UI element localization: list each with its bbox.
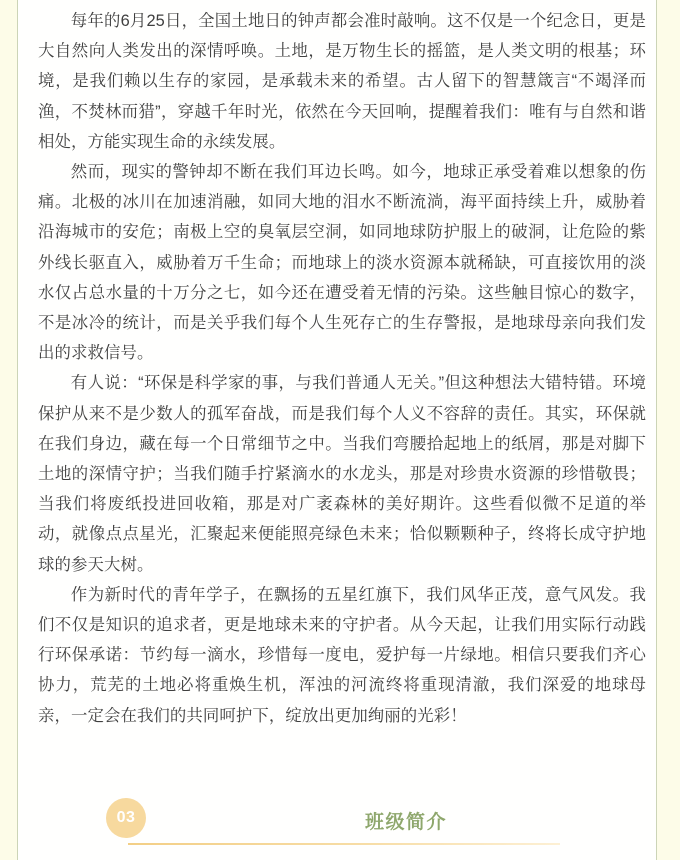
paragraph: 有人说：“环保是科学家的事，与我们普通人无关。”但这种想法大错特错。环境保护从来不是少数人的孤军奋战，而是我们每个人义不容辞的责任。其实，环保就在我们身边，藏在每一个日常细节之中。当我们弯腰拾起地上的纸屑，那是对脚下土地的深情守护；当我们随手拧紧滴水的水龙头，那是对珍贵水资源的珍惜敬畏；当我们将废纸投进回收箱，那是对广袤森林的美好期许。这些看似微不足道的举动，就像点点星光，汇聚起来便能照亮绿色未来；恰似颗颗种子，终将长成守护地球的参天大树。 — [38, 374, 646, 574]
paragraph: 每年的6月25日，全国土地日的钟声都会准时敲响。这不仅是一个纪念日，更是大自然向人类发出的深情呼唤。土地，是万物生长的摇篮，是人类文明的根基；环境，是我们赖以生存的家园，是承载未来的希望。古人留下的智慧箴言“不竭泽而渔，不焚林而猎”，穿越千年时光，依然在今天回响，提醒着我们：唯有与自然和谐相处，方能实现生命的永续发展。 — [38, 12, 646, 151]
section-number-badge: 03 — [106, 798, 146, 838]
section-header — [56, 798, 636, 860]
paragraph: 作为新时代的青年学子，在飘扬的五星红旗下，我们风华正茂，意气风发。我们不仅是知识的追求者，更是地球未来的守护者。从今天起，让我们用实际行动践行环保承诺：节约每一滴水，珍惜每一度电，爱护每一片绿地。相信只要我们齐心协力，荒芜的土地必将重焕生机，浑浊的河流终将重现清澈，我们深爱的地球母亲，一定会在我们的共同呵护下，绽放出更加绚丽的光彩！ — [38, 585, 646, 725]
article-body — [38, 0, 646, 731]
section-title: 班级简介 — [364, 812, 447, 833]
paragraph: 然而，现实的警钟却不断在我们耳边长鸣。如今，地球正承受着难以想象的伤痛。北极的冰川在加速消融，如同大地的泪水不断流淌，海平面持续上升，威胁着沿海城市的安危；南极上空的臭氧层空洞，如同地球防护服上的破洞，让危险的紫外线长驱直入，威胁着万千生命；而地球上的淡水资源本就稀缺，可直接饮用的淡水仅占总水量的十万分之七，如今还在遭受着无情的污染。这些触目惊心的数字，不是冰冷的统计，而是关乎我们每个人生死存亡的生存警报，是地球母亲向我们发出的求救信号。 — [38, 163, 646, 363]
right-margin-rule — [656, 0, 657, 860]
section-divider-rule — [128, 843, 560, 845]
paper-sheet — [18, 0, 656, 860]
